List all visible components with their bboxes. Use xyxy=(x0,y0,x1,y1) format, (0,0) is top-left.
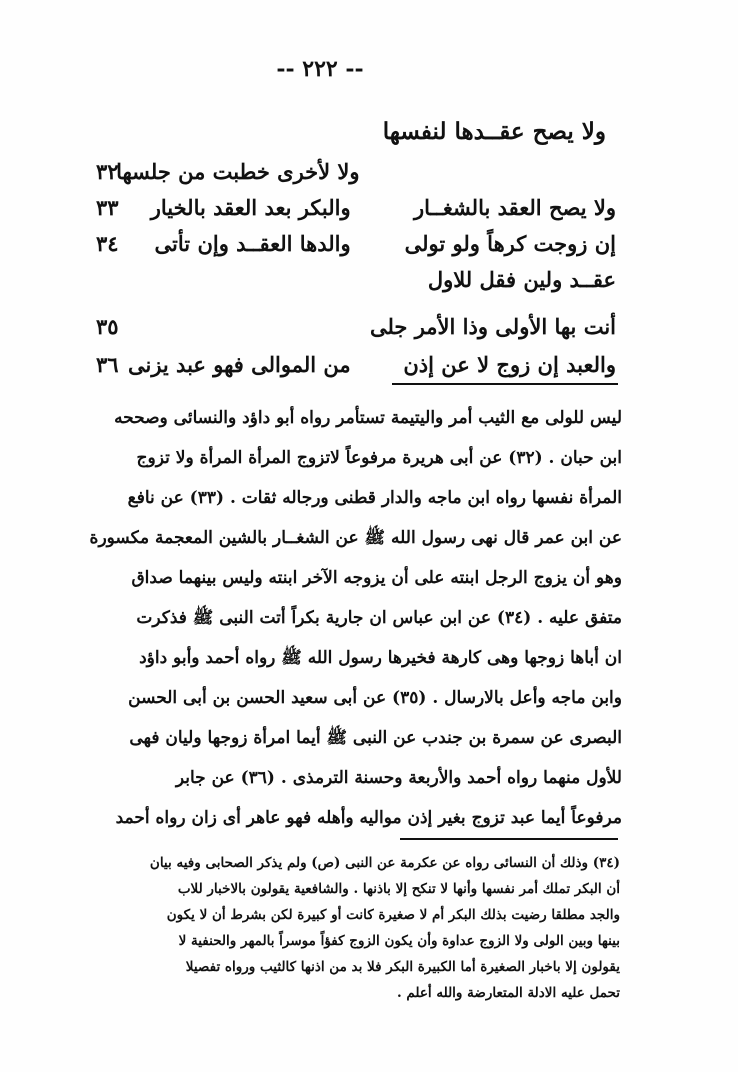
second-hemistich: والبكر بعد العقد بالخيار xyxy=(150,195,351,220)
verse-number: ٣٣ xyxy=(96,195,119,220)
footnote-line: أن البكر تملك أمر نفسها وأنها لا تنكح إلا باذنها . والشافعية يقولون بالاخبار للاب xyxy=(177,881,620,897)
first-hemistich: أنت بها الأولى وذا الأمر جلى xyxy=(369,314,616,339)
commentary-line: وهو أن يزوج الرجل ابنته على أن يزوجه الآخر ابنته وليس بينهما صداق xyxy=(131,568,622,588)
commentary-line: للأول منهما رواه أحمد والأربعة وحسنة الترمذى . (٣٦) عن جابر xyxy=(175,768,622,788)
commentary-line: ابن حبان . (٣٢) عن أبى هريرة مرفوعاً لاتزوج المرأة المرأة ولا تزوج xyxy=(136,448,622,468)
first-hemistich xyxy=(380,154,616,190)
second-hemistich: من الموالى فهو عبد يزنى xyxy=(127,352,351,377)
verse-number: ٣٢ xyxy=(96,159,119,184)
verse-number: ٣٤ xyxy=(96,231,119,256)
second-hemistich: والدها العقــد وإن تأتى xyxy=(154,231,351,256)
footnote-line: تحمل عليه الادلة المتعارضة والله أعلم . xyxy=(397,985,620,1001)
verse-number: ٣٦ xyxy=(96,352,119,377)
first-hemistich: والعبد إن زوج لا عن إذن xyxy=(403,352,616,377)
second-hemistich: ولا لأخرى خطبت من جلسها xyxy=(116,159,360,184)
commentary-line: البصرى عن سمرة بن جندب عن النبى ﷺ أيما امرأة زوجها وليان فهى xyxy=(129,728,622,748)
footnote-block xyxy=(96,850,620,1006)
verse-line xyxy=(96,262,616,298)
footnote-line: والجد مطلقا رضيت بذلك البكر أم لا صغيرة كانت أو كبيرة لكن بشرط أن لا يكون xyxy=(166,907,620,923)
commentary-block xyxy=(64,398,622,838)
commentary-line: المرأة نفسها رواه ابن ماجه والدار قطنى ورجاله ثقات . (٣٣) عن نافع xyxy=(127,488,622,508)
footnote-line: يقولون إلا باخبار الصغيرة أما الكبيرة البكر فلا بد من اذنها كالثيب ورواه تفصيلا xyxy=(185,959,620,975)
verse-line xyxy=(96,346,616,384)
commentary-line: وابن ماجه وأعل بالارسال . (٣٥) عن أبى سعيد الحسن بن أبى الحسن xyxy=(128,688,622,708)
commentary-line: عن ابن عمر قال نهى رسول الله ﷺ عن الشغــار بالشين المعجمة مكسورة xyxy=(89,528,622,548)
verse-line xyxy=(96,154,616,190)
second-hemistich xyxy=(106,262,361,298)
commentary-line: متفق عليه . (٣٤) عن ابن عباس ان جارية بكراً أتت النبى ﷺ فذكرت xyxy=(136,608,622,628)
footnote-line: (٣٤) وذلك أن النسائى رواه عن عكرمة عن النبى (ص) ولم يذكر الصحابى وفيه بيان xyxy=(149,855,620,871)
commentary-line: ان أباها زوجها وهى كارهة فخيرها رسول الله ﷺ رواه أحمد وأبو داؤد xyxy=(139,648,622,668)
first-hemistich: عقــد ولين فقل للاول xyxy=(427,267,616,292)
footnote-line: بينها وبين الولى ولا الزوج عداوة وأن يكون الزوج كفؤاً موسراً بالمهر والحنفية لا xyxy=(178,933,620,949)
commentary-line: ليس للولى مع الثيب أمر واليتيمة تستأمر رواه أبو داؤد والنسائى وصححه xyxy=(114,408,622,428)
verse-line xyxy=(96,190,616,226)
verse-divider xyxy=(392,383,618,385)
verse-heading: ولا يصح عقــدها لنفسها xyxy=(382,118,606,145)
second-hemistich xyxy=(125,308,370,346)
verse-line xyxy=(96,308,616,346)
first-hemistich: إن زوجت كرهاً ولو تولى xyxy=(404,231,616,256)
footnote-divider xyxy=(400,838,618,840)
commentary-line: مرفوعاً أيما عبد تزوج بغير إذن مواليه وأهله فهو عاهر أى زان رواه أحمد xyxy=(115,808,622,828)
verse-section xyxy=(96,110,616,384)
first-hemistich: ولا يصح العقد بالشغــار xyxy=(413,195,616,220)
verse-number: ٣٥ xyxy=(96,314,119,339)
page-number: -- ٢٢٢ -- xyxy=(276,56,364,82)
verse-line xyxy=(96,226,616,262)
